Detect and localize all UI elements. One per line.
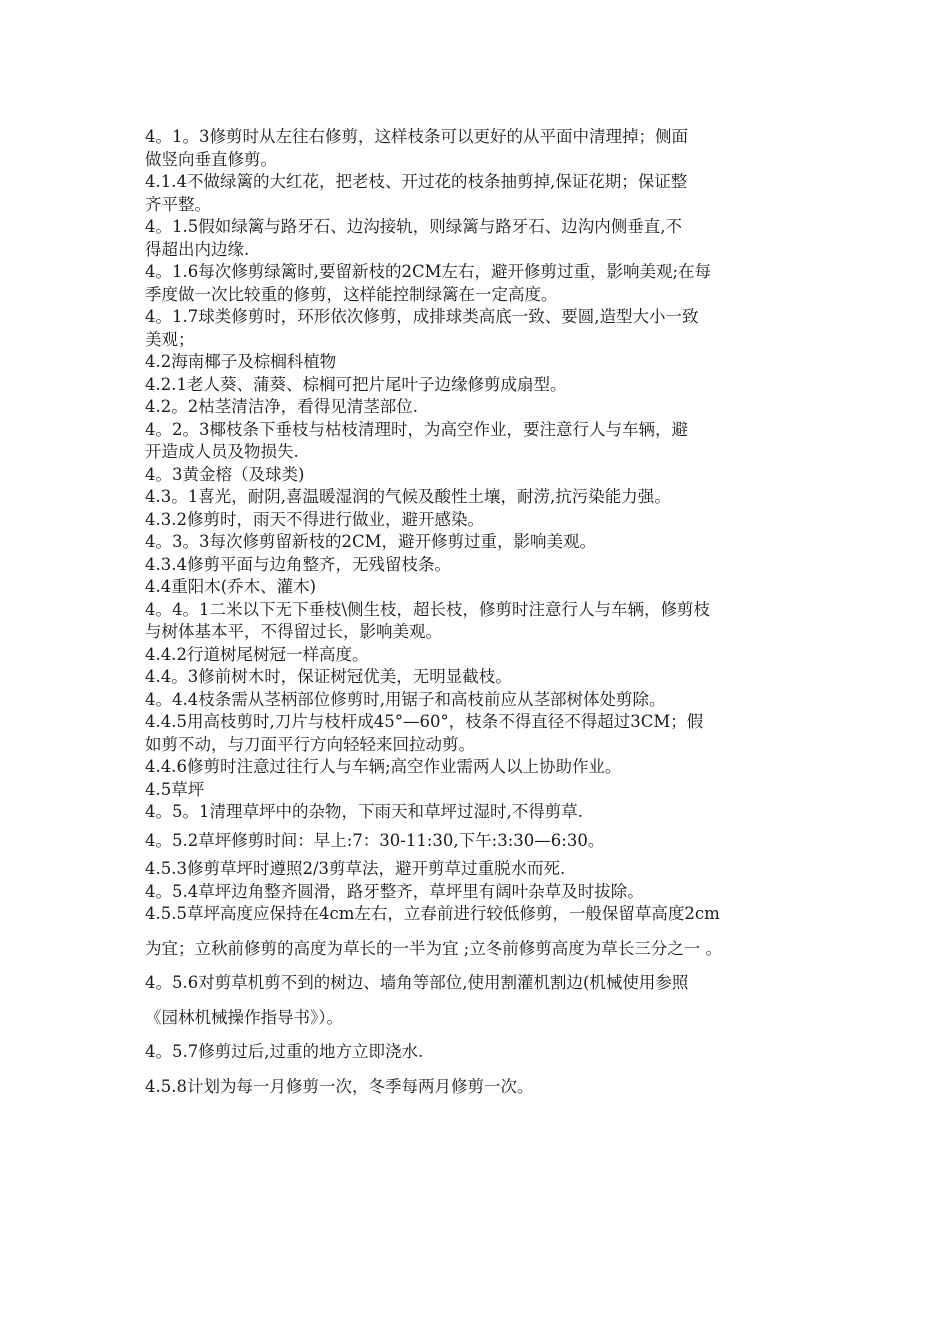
text-line: 4.4。3修前树木时，保证树冠优美，无明显截枝。 <box>145 667 512 686</box>
text-line: 4。1.7球类修剪时，环形依次修剪，成排球类高底一致、要圆,造型大小一致 <box>145 307 699 326</box>
text-line: 4.5.5草坪高度应保持在4cm左右，立春前进行较低修剪，一般保留草高度2cm <box>145 904 720 923</box>
text-line: 4.5.8计划为每一月修剪一次，冬季每两月修剪一次。 <box>145 1076 534 1096</box>
document-body <box>145 126 815 1098</box>
section-heading: 4.5草坪 <box>145 779 205 799</box>
text-line: 美观； <box>145 329 195 349</box>
text-line: 4.3.4修剪平面与边角整齐，无残留枝条。 <box>145 554 451 574</box>
text-line: 齐平整。 <box>145 194 211 214</box>
text-line: 4。5.7修剪过后,过重的地方立即浇水. <box>145 1042 424 1061</box>
text-line: 4。5.4草坪边角整齐圆滑，路牙整齐，草坪里有阔叶杂草及时拔除。 <box>145 881 644 901</box>
text-line: 4.4.5用高枝剪时,刀片与枝杆成45°—60°，枝条不得直径不得超过3CM；假 <box>145 712 704 731</box>
section-heading: 4。3黄金榕（及球类) <box>145 464 305 484</box>
text-line: 4。2。3椰枝条下垂枝与枯枝清理时，为高空作业，要注意行人与车辆，避 <box>145 419 688 439</box>
section-heading: 4.4重阳木(乔木、灌木) <box>145 577 317 596</box>
text-line: 4.4.6修剪时注意过往行人与车辆;高空作业需两人以上协助作业。 <box>145 757 622 776</box>
text-line: 4。5.2草坪修剪时间：早上:7：30-11:30,下午:3:30—6:30。 <box>145 830 605 850</box>
text-line: 4。1.6每次修剪绿篱时,要留新枝的2CM左右，避开修剪过重，影响美观;在每 <box>145 262 712 281</box>
text-line: 4.2。2枯茎清洁净，看得见清茎部位. <box>145 397 418 416</box>
text-line: 为宜；立秋前修剪的高度为草长的一半为宜 ;立冬前修剪高度为草长三分之一 。 <box>145 938 723 958</box>
text-line: 4。4.4枝条需从茎柄部位修剪时,用锯子和高枝前应从茎部树体处剪除。 <box>145 689 666 709</box>
text-line: 季度做一次比较重的修剪，这样能控制绿篱在一定高度。 <box>145 284 558 304</box>
section-heading: 4.2海南椰子及棕榈科植物 <box>145 352 337 371</box>
text-line: 4.5.3修剪草坪时遵照2/3剪草法，避开剪草过重脱水而死. <box>145 859 566 878</box>
text-line: 4。4。1二米以下无下垂枝\侧生枝，超长枝，修剪时注意行人与车辆，修剪枝 <box>145 599 711 619</box>
text-line: 做竖向垂直修剪。 <box>145 149 277 169</box>
text-line: 4。5.6对剪草机剪不到的树边、墙角等部位,使用割灌机割边(机械使用参照 <box>145 973 689 992</box>
text-line: 4。5。1清理草坪中的杂物，下雨天和草坪过湿时,不得剪草. <box>145 802 583 821</box>
text-line: 开造成人员及物损失. <box>145 442 299 461</box>
text-line: 得超出内边缘. <box>145 239 250 259</box>
text-line: 4.1.4不做绿篱的大红花，把老枝、开过花的枝条抽剪掉,保证花期；保证整 <box>145 172 688 191</box>
text-line: 4.3.2修剪时，雨天不得进行做业，避开感染。 <box>145 509 484 529</box>
text-line: 与树体基本平，不得留过长，影响美观。 <box>145 622 442 641</box>
text-line: 4。1.5假如绿篱与路牙石、边沟接轨，则绿篱与路牙石、边沟内侧垂直,不 <box>145 217 682 236</box>
text-line: 4。3。3每次修剪留新枝的2CM，避开修剪过重，影响美观。 <box>145 532 597 551</box>
text-line: 《园林机械操作指导书》）。 <box>145 1007 343 1027</box>
text-line: 4.4.2行道树尾树冠一样高度。 <box>145 644 369 664</box>
text-line: 4。1。3修剪时从左往右修剪，这样枝条可以更好的从平面中清理掉；侧面 <box>145 127 688 146</box>
text-line: 如剪不动，与刀面平行方向轻轻来回拉动剪。 <box>145 734 475 754</box>
text-line: 4.2.1老人葵、蒲葵、棕榈可把片尾叶子边缘修剪成扇型。 <box>145 374 567 394</box>
text-line: 4.3。1喜光，耐阴,喜温暖湿润的气候及酸性土壤，耐涝,抗污染能力强。 <box>145 487 671 506</box>
